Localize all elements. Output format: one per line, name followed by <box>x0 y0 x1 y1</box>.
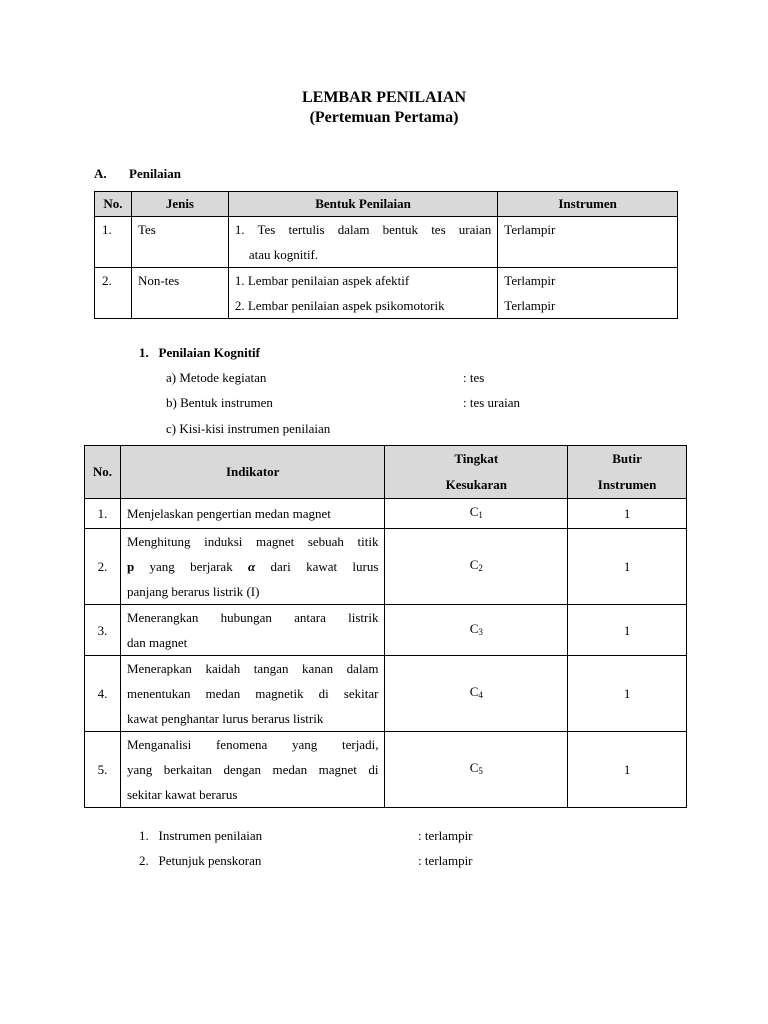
indikator-text: yang berjarak <box>134 559 249 574</box>
kognitif-item-value: : tes uraian <box>463 395 521 410</box>
col-header-no: No. <box>95 192 132 217</box>
footer-item-label: 1. Instrumen penilaian <box>139 828 263 843</box>
section-a-label: A. <box>94 166 107 181</box>
row-butir: 1 <box>568 656 687 732</box>
row-no: 4. <box>85 656 121 732</box>
table-row <box>85 732 687 808</box>
bentuk-line: 1. Lembar penilaian aspek afektif <box>234 273 410 288</box>
row-butir: 1 <box>568 499 687 529</box>
kognitif-item-label: a) Metode kegiatan <box>166 370 267 385</box>
level-prefix: C <box>469 620 479 636</box>
row-instrumen <box>498 268 678 319</box>
col-header-butir <box>568 446 687 499</box>
row-instrumen <box>498 217 678 268</box>
table-row <box>85 529 687 605</box>
row-tingkat <box>385 499 568 529</box>
footer-item-value: : terlampir <box>418 828 473 843</box>
table-row <box>85 656 687 732</box>
indikator-line: Menghitung induksi magnet sebuah titik <box>126 534 379 549</box>
row-no: 2. <box>95 268 132 319</box>
row-no: 3. <box>85 605 121 656</box>
col-header-jenis: Jenis <box>131 192 228 217</box>
instrumen-value: Terlampir <box>504 298 556 313</box>
row-indikator <box>120 529 384 605</box>
point-p: p <box>126 559 135 574</box>
level-sub: 1 <box>478 510 483 520</box>
level-sub: 3 <box>478 626 483 637</box>
indikator-line: panjang berarus listrik (I) <box>126 584 260 599</box>
row-indikator <box>120 605 384 656</box>
row-indikator <box>120 656 384 732</box>
row-bentuk <box>228 268 497 319</box>
row-no: 5. <box>85 732 121 808</box>
kognitif-item-label: c) Kisi-kisi instrumen penilaian <box>166 421 331 436</box>
row-indikator <box>120 499 384 529</box>
section-a-title: Penilaian <box>129 166 182 181</box>
row-no: 1. <box>85 499 121 529</box>
indikator-line: Menerapkan kaidah tangan kanan dalam <box>126 661 379 676</box>
bentuk-line: 2. Lembar penilaian aspek psikomotorik <box>234 298 445 313</box>
indikator-line: kawat penghantar lurus berarus listrik <box>126 711 324 726</box>
page-subtitle: (Pertemuan Pertama) <box>309 109 459 126</box>
row-no: 1. <box>95 217 132 268</box>
kognitif-item-value: : tes <box>463 370 485 385</box>
row-no: 2. <box>85 529 121 605</box>
bentuk-line: 1. Tes tertulis dalam bentuk tes uraian <box>234 222 492 237</box>
table-header-row <box>85 446 687 499</box>
level-prefix: C <box>469 557 479 572</box>
col-header-butir-line: Butir <box>612 451 642 466</box>
page-title: LEMBAR PENILAIAN <box>301 89 466 106</box>
table-row <box>85 605 687 656</box>
instrumen-value: Terlampir <box>504 273 556 288</box>
table-row <box>95 268 678 319</box>
level-prefix: C <box>469 760 479 775</box>
level-sub: 2 <box>478 563 483 573</box>
row-butir: 1 <box>568 732 687 808</box>
col-header-no: No. <box>85 446 121 499</box>
table-row <box>85 499 687 529</box>
col-header-tingkat-line: Tingkat <box>454 451 499 466</box>
row-tingkat <box>385 605 568 656</box>
col-header-bentuk: Bentuk Penilaian <box>228 192 497 217</box>
row-indikator <box>120 732 384 808</box>
row-tingkat <box>385 529 568 605</box>
level-prefix: C <box>469 684 479 699</box>
assessment-table <box>94 191 678 319</box>
row-jenis: Non-tes <box>131 268 228 319</box>
col-header-indikator: Indikator <box>120 446 384 499</box>
kisi-kisi-table <box>84 445 687 808</box>
bentuk-line: atau kognitif. <box>248 247 319 262</box>
indikator-line: dan magnet <box>126 635 188 650</box>
footer-item-value: : terlampir <box>418 853 473 868</box>
row-tingkat <box>385 732 568 808</box>
row-bentuk <box>228 217 497 268</box>
indikator-line <box>127 554 378 579</box>
indikator-line: menentukan medan magnetik di sekitar <box>126 686 379 701</box>
indikator-line: Menganalisi fenomena yang terjadi, <box>126 737 379 752</box>
indikator-line: sekitar kawat berarus <box>126 787 238 802</box>
instrumen-value: Terlampir <box>504 222 556 237</box>
col-header-tingkat-line: Kesukaran <box>445 477 507 492</box>
indikator-line: yang berkaitan dengan medan magnet di <box>126 762 379 777</box>
level-prefix: C <box>469 504 479 519</box>
row-tingkat <box>385 656 568 732</box>
table-header-row <box>95 192 678 217</box>
col-header-instrumen: Instrumen <box>498 192 678 217</box>
footer-item-label: 2. Petunjuk penskoran <box>139 853 262 868</box>
row-jenis: Tes <box>131 217 228 268</box>
row-butir: 1 <box>568 605 687 656</box>
level-sub: 5 <box>478 766 483 776</box>
table-row <box>95 217 678 268</box>
indikator-line: Menjelaskan pengertian medan magnet <box>126 506 331 521</box>
col-header-tingkat <box>385 446 568 499</box>
indikator-text: dari kawat lurus <box>255 559 379 574</box>
indikator-line: Menerangkan hubungan antara listrik <box>126 610 379 625</box>
level-sub: 4 <box>478 690 483 700</box>
kognitif-item-label: b) Bentuk instrumen <box>166 395 273 410</box>
col-header-butir-line: Instrumen <box>597 477 657 492</box>
alpha-symbol: α <box>248 559 256 574</box>
kognitif-heading: 1. Penilaian Kognitif <box>139 345 260 360</box>
row-butir: 1 <box>568 529 687 605</box>
